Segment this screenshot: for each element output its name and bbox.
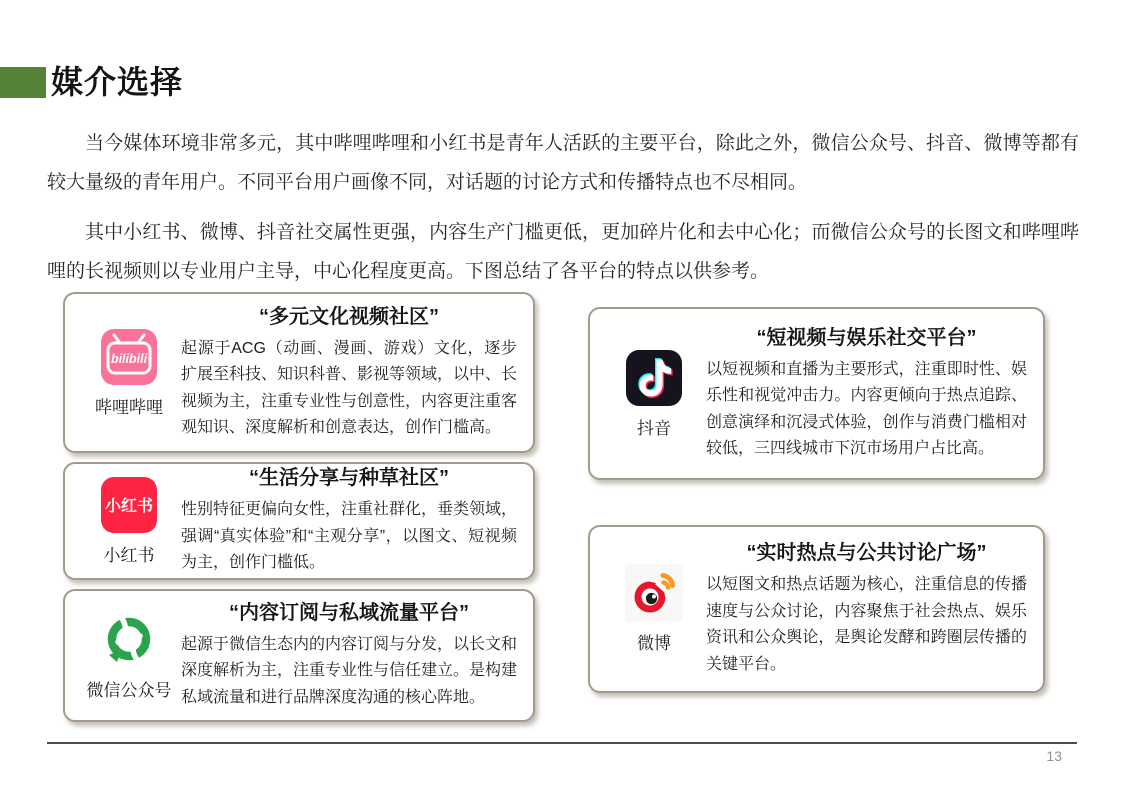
platform-label: 小红书 — [103, 546, 155, 565]
page-header — [0, 66, 183, 98]
card-description: 以短视频和直播为主要形式，注重即时性、娱乐性和视觉冲击力。内容更倾向于热点追踪、创意演绎和沉浸式体验，创作与消费门槛相对较低，三四线城市下沉市场用户占比高。 — [706, 360, 1027, 457]
bilibili-icon — [100, 328, 158, 386]
platform-card-douyin — [588, 307, 1045, 480]
card-title: “多元文化视频社区” — [259, 305, 439, 328]
card-description: 性别特征更偏向女性，注重社群化，垂类领域，强调“真实体验”和“主观分享”，以图文、短视频为主，创作门槛低。 — [181, 501, 518, 572]
card-description: 起源于ACG（动画、漫画、游戏）文化，逐步扩展至科技、知识科普、影视等领域，以中、长视频为主，注重专业性与创意性，内容更注重客观知识、深度解析和创意表达，创作门槛高。 — [181, 339, 518, 436]
xiaohongshu-icon — [100, 476, 158, 534]
cards-left-column — [63, 292, 535, 722]
card-title: “短视频与娱乐社交平台” — [756, 326, 977, 349]
wechat-official-account-icon — [100, 611, 158, 669]
intro-paragraph-1: 当今媒体环境非常多元，其中哔哩哔哩和小红书是青年人活跃的主要平台，除此之外，微信公众号、抖音、微博等都有较大量级的青年用户。不同平台用户画像不同，对话题的讨论方式和传播特点也不尽相同。 — [47, 133, 1079, 193]
svg-text:小红书: 小红书 — [104, 498, 154, 515]
platform-badge — [77, 611, 181, 701]
platform-card-wechat-official — [63, 589, 535, 722]
douyin-icon — [625, 349, 683, 407]
card-title: “内容订阅与私域流量平台” — [229, 601, 469, 624]
svg-text:bilibili: bilibili — [110, 351, 148, 366]
platform-badge — [77, 328, 181, 418]
header-accent-bar — [0, 67, 46, 98]
weibo-icon — [625, 564, 683, 622]
card-title: “生活分享与种草社区” — [249, 467, 449, 490]
platform-card-bilibili — [63, 292, 535, 453]
platform-card-weibo — [588, 525, 1045, 693]
card-description: 以短图文和热点话题为核心，注重信息的传播速度与公众讨论，内容聚焦于社会热点、娱乐资讯和公众舆论，是舆论发酵和跨圈层传播的关键平台。 — [706, 576, 1027, 673]
platform-badge — [77, 476, 181, 566]
platform-badge — [602, 349, 706, 439]
platform-label: 微博 — [637, 634, 671, 653]
cards-right-column — [588, 307, 1045, 693]
card-description: 起源于微信生态内的内容订阅与分发，以长文和深度解析为主，注重专业性与信任建立。是构建私域流量和进行品牌深度沟通的核心阵地。 — [181, 635, 518, 706]
platform-label: 哔哩哔哩 — [95, 397, 163, 417]
footer-divider — [47, 742, 1077, 744]
platform-label: 微信公众号 — [86, 680, 172, 700]
page-title: 媒介选择 — [51, 64, 184, 100]
platform-badge — [602, 564, 706, 654]
card-title: “实时热点与公共讨论广场” — [746, 542, 987, 564]
intro-paragraph-2: 其中小红书、微博、抖音社交属性更强，内容生产门槛更低，更加碎片化和去中心化；而微信公众号的长图文和哔哩哔哩的长视频则以专业用户主导，中心化程度更高。下图总结了各平台的特点以供参考。 — [47, 222, 1079, 282]
page-number: 13 — [1046, 748, 1062, 764]
platform-card-xiaohongshu — [63, 462, 535, 580]
platform-label: 抖音 — [637, 418, 671, 438]
